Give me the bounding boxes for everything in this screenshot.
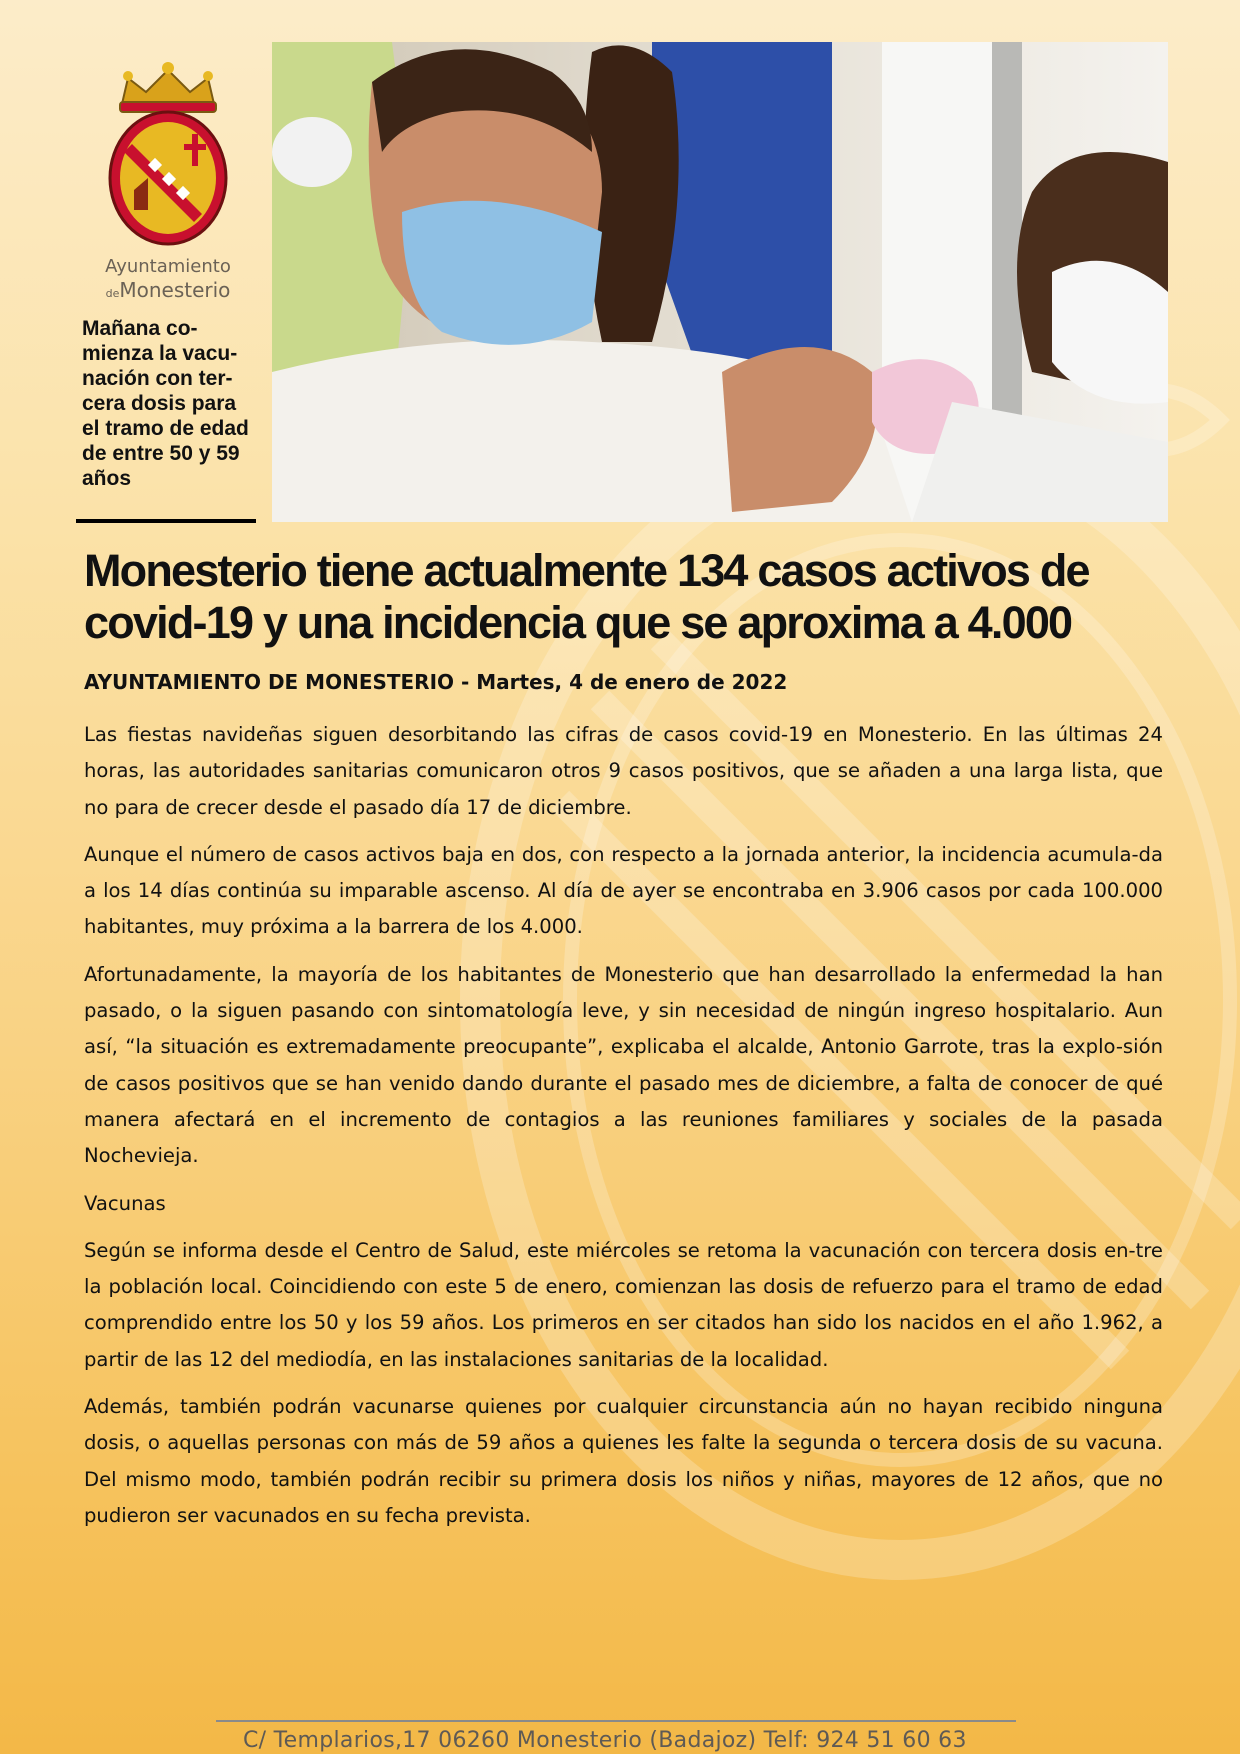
municipality-logo [88,60,248,310]
byline: AYUNTAMIENTO DE MONESTERIO - Martes, 4 de enero de 2022 [84,670,788,694]
logo-line2-prefix: de [105,287,120,300]
teaser-divider [76,519,256,523]
teaser-text: Mañana co-mienza la vacu-nación con ter-cera dosis para el tramo de edad de entre 50 y 59 años [82,317,249,490]
headline: Monesterio tiene actualmente 134 casos activos de covid-19 y una incidencia que se aproxima a 4.000 [84,545,1089,648]
logo-line1: Ayuntamiento [105,256,231,277]
paragraph: Las fiestas navideñas siguen desorbitando las cifras de casos covid-19 en Monesterio. En las últimas 24 horas, las autoridades sanitarias comunicaron otros 9 casos positivos, que se añaden a una larga lista, que no para de crecer desde el pasado día 17 de diciembre. [84,723,1163,819]
section-heading-vacunas: Vacunas [84,1191,166,1215]
footer-address: C/ Templarios,17 06260 Monesterio (Badajoz) Telf: 924 51 60 63 [243,1728,967,1753]
paragraph: Según se informa desde el Centro de Salud, este miércoles se retoma la vacunación con tercera dosis en-tre la población local. Coincidiendo con este 5 de enero, comienzan las dosis de refuerzo para el tramo de edad comprendido entre los 50 y los 59 años. Los primeros en ser citados han sido los nacidos en el año 1.962, a partir de las 12 del mediodía, en las instalaciones sanitarias de la localidad. [84,1238,1163,1371]
footer-divider [216,1720,1016,1722]
coat-of-arms-icon [98,60,238,250]
vaccination-photo [272,42,1168,522]
article-body [84,717,1163,1545]
logo-line2-name: Monesterio [119,278,231,302]
paragraph: Aunque el número de casos activos baja en dos, con respecto a la jornada anterior, la incidencia acumula-da a los 14 días continúa su imparable ascenso. Al día de ayer se encontraba en 3.906 casos por cada 100.000 habitantes, muy próxima a la barrera de los 4.000. [84,842,1163,939]
paragraph: Además, también podrán vacunarse quienes por cualquier circunstancia aún no hayan recibido ninguna dosis, o aquellas personas con más de 59 años a quienes les falte la segunda o tercera dosis de su vacuna. Del mismo modo, también podrán recibir su primera dosis los niños y niñas, mayores de 12 años, que no pudieron ser vacunados en su fecha prevista. [84,1395,1163,1527]
paragraph: Afortunadamente, la mayoría de los habitantes de Monesterio que han desarrollado la enfermedad la han pasado, o la siguen pasando con sintomatología leve, y sin necesidad de ningún ingreso hospitalario. Aun así, “la situación es extremadamente preocupante”, explicaba el alcalde, Antonio Garrote, tras la explo-sión de casos positivos que se han venido dando durante el pasado mes de diciembre, a falta de conocer de qué manera afectará en el incremento de contagios a las reuniones familiares y sociales de la pasada Nochevieja. [84,962,1163,1168]
logo-line2 [88,278,248,302]
